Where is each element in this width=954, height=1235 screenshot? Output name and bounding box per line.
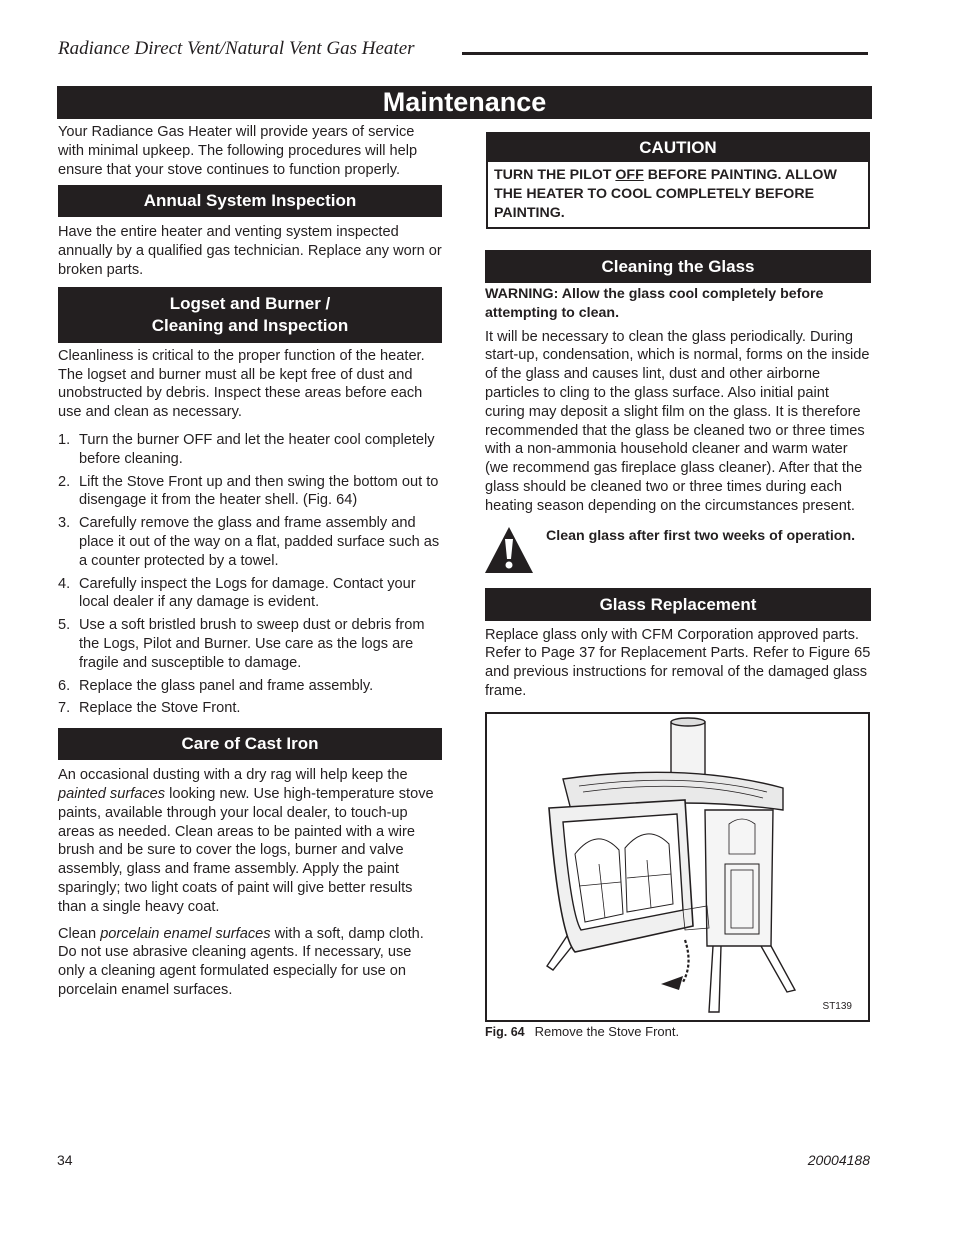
- cleaning-glass-heading: Cleaning the Glass: [485, 250, 871, 283]
- step-number: 5.: [58, 617, 71, 634]
- document-number: 20004188: [807, 1152, 870, 1168]
- list-item: [58, 473, 442, 511]
- stove-illustration: [487, 714, 868, 1020]
- list-item: [58, 677, 442, 696]
- step-number: 1.: [58, 431, 71, 448]
- right-column: [485, 250, 871, 701]
- warning-note: Clean glass after first two weeks of operation.: [546, 527, 856, 544]
- step-text: Replace the Stove Front.: [79, 700, 241, 717]
- figure-caption-text: Remove the Stove Front.: [534, 1024, 680, 1039]
- page-title: Maintenance: [57, 86, 872, 119]
- figure-64: [485, 712, 870, 1022]
- logset-heading-line1: Logset and Burner /: [169, 293, 331, 313]
- running-title: Radiance Direct Vent/Natural Vent Gas Heater: [58, 38, 415, 59]
- figure-code: ST139: [822, 1001, 852, 1012]
- glass-warning: WARNING: Allow the glass cool completely before attempting to clean.: [485, 286, 824, 321]
- cleaning-glass-text: It will be necessary to clean the glass periodically. During start-up, condensation, which is normal, forms on the inside of the glass and causes lint, dust and other airborne particles to cling to the glass surface. Also initial paint curing may deposit a slight film on the glass. It is therefore recommended that the glass be cleaned two or three times with a non-ammonia household cleaner and warm water (we recommend gas fireplace glass cleaner). After that the glass should be cleaned two or three times during each heating season depending on the circumstances present.: [485, 328, 870, 514]
- list-item: [58, 616, 442, 672]
- left-column: [58, 123, 442, 1000]
- painted-surfaces-emphasis: painted surfaces: [58, 785, 166, 802]
- warning-triangle-icon: [484, 526, 534, 574]
- caution-heading: CAUTION: [488, 134, 868, 162]
- glass-replacement-heading: Glass Replacement: [485, 588, 871, 621]
- annual-inspection-text: Have the entire heater and venting system inspected annually by a qualified gas technician. Replace any worn or broken parts.: [58, 224, 442, 278]
- step-text: Replace the glass panel and frame assembly.: [79, 677, 374, 694]
- list-item: [58, 699, 442, 718]
- figure-label: Fig. 64: [485, 1025, 525, 1039]
- step-text: Turn the burner OFF and let the heater cool completely before cleaning.: [79, 431, 435, 467]
- step-text: Carefully remove the glass and frame assembly and place it out of the way on a flat, padded surface such as a counter protected by a towel.: [79, 515, 440, 569]
- list-item: [58, 431, 442, 469]
- list-item: [58, 514, 442, 570]
- step-number: 6.: [58, 677, 71, 694]
- page-number: 34: [57, 1152, 73, 1168]
- step-text: Carefully inspect the Logs for damage. Contact your local dealer if any damage is evident.: [79, 575, 416, 611]
- logset-heading-line2: Cleaning and Inspection: [151, 315, 349, 335]
- off-emphasis: OFF: [615, 167, 644, 183]
- cast-iron-paragraph-2: Clean porcelain enamel surfaces with a soft, damp cloth. Do not use abrasive cleaning agents. If necessary, use only a cleaning agent formulated especially for use on porcelain enamel surfaces.: [58, 925, 424, 998]
- step-number: 4.: [58, 575, 71, 592]
- list-item: [58, 575, 442, 613]
- caution-box: [486, 132, 870, 229]
- header-rule: [462, 52, 868, 55]
- logset-heading: [58, 287, 442, 343]
- caution-text: TURN THE PILOT OFF BEFORE PAINTING. ALLOW THE HEATER TO COOL COMPLETELY BEFORE PAINTING.: [494, 167, 837, 221]
- intro-text: Your Radiance Gas Heater will provide years of service with minimal upkeep. The following procedures will help ensure that your stove continues to function properly.: [58, 124, 418, 178]
- step-number: 3.: [58, 515, 71, 532]
- annual-inspection-heading: Annual System Inspection: [58, 185, 442, 217]
- step-number: 7.: [58, 700, 71, 717]
- logset-text: Cleanliness is critical to the proper function of the heater. The logset and burner must all be kept free of dust and unobstructed by debris. Inspect these areas before each use and clean as necessary.: [58, 347, 425, 421]
- step-number: 2.: [58, 473, 71, 490]
- step-text: Use a soft bristled brush to sweep dust or debris from the Logs, Pilot and Burner. Use care as the logs are fragile and susceptible to damage.: [79, 617, 425, 671]
- cast-iron-paragraph-1: An occasional dusting with a dry rag will help keep the painted surfaces looking new. Use high-temperature stove paints, available through your local dealer, to touch-up areas as needed. Clean areas to be painted with a wire brush and be sure to cover the logs, burner and valve assembly, glass and frame assembly. Apply the paint sparingly; two light coats of paint will give better results than a single heavy coat.: [58, 767, 434, 915]
- figure-caption: [485, 1024, 679, 1039]
- porcelain-emphasis: porcelain enamel surfaces: [100, 925, 271, 942]
- step-text: Lift the Stove Front up and then swing the bottom out to disengage it from the heater shell. (Fig. 64): [79, 473, 439, 509]
- cast-iron-heading: Care of Cast Iron: [58, 728, 442, 760]
- glass-replacement-text: Replace glass only with CFM Corporation approved parts. Refer to Page 37 for Replacement Parts. Refer to Figure 65 and previous instructions for removal of the damaged glass frame.: [485, 626, 871, 699]
- note-row: [485, 526, 871, 582]
- logset-steps: [58, 431, 442, 718]
